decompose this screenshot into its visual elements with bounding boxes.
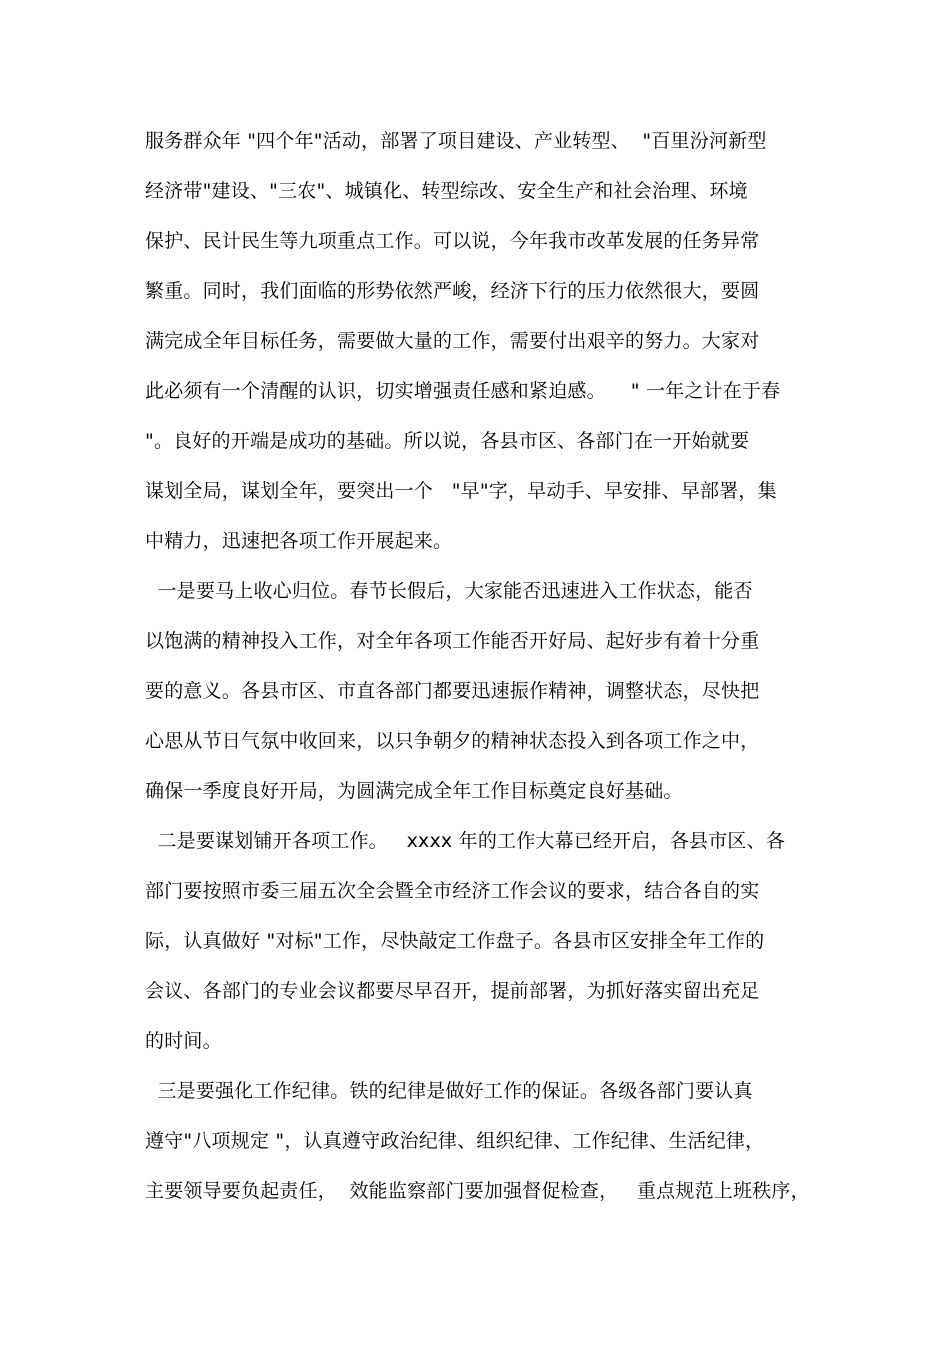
text-line-3: 保护、民计民生等九项重点工作。可以说，今年我市改革发展的任务异常 <box>145 230 760 252</box>
text-line-20: 三是要强化工作纪律。铁的纪律是做好工作的保证。各级各部门要认真 <box>145 1080 753 1102</box>
text-line-21: 遵守"八项规定 "，认真遵守政治纪律、组织纪律、工作纪律、生活纪律， <box>145 1130 765 1152</box>
text-line-13: 心思从节日气氛中收回来，以只争朝夕的精神状态投入到各项工作之中， <box>145 730 760 752</box>
text-line-8: 谋划全局，谋划全年，要突出一个 "早"字，早动手、早安排、早部署，集 <box>145 480 777 502</box>
text-line-1: 服务群众年 "四个年"活动，部署了项目建设、产业转型、 "百里汾河新型 <box>145 130 767 152</box>
text-line-17: 际，认真做好 "对标"工作，尽快敲定工作盘子。各县市区安排全年工作的 <box>145 930 765 952</box>
text-line-11: 以饱满的精神投入工作，对全年各项工作能否开好局、起好步有着十分重 <box>145 630 760 652</box>
text-line-22: 主要领导要负起责任， 效能监察部门要加强督促检查， 重点规范上班秩序， <box>145 1180 810 1202</box>
text-line-14: 确保一季度良好开局，为圆满完成全年工作目标奠定良好基础。 <box>145 780 683 802</box>
text-line-19: 的时间。 <box>145 1030 222 1052</box>
text-line-9: 中精力，迅速把各项工作开展起来。 <box>145 530 453 552</box>
text-line-5: 满完成全年目标任务，需要做大量的工作，需要付出艰辛的努力。大家对 <box>145 330 760 352</box>
text-line-2: 经济带"建设、"三农"、城镇化、转型综改、安全生产和社会治理、环境 <box>145 180 748 202</box>
text-line-6: 此必须有一个清醒的认识，切实增强责任感和紧迫感。 " 一年之计在于春 <box>145 380 781 402</box>
text-line-18: 会议、各部门的专业会议都要尽早召开，提前部署，为抓好落实留出充足 <box>145 980 760 1002</box>
text-line-12: 要的意义。各县市区、市直各部门都要迅速振作精神，调整状态，尽快把 <box>145 680 760 702</box>
text-line-10: 一是要马上收心归位。春节长假后，大家能否迅速进入工作状态，能否 <box>145 580 753 602</box>
text-line-4: 繁重。同时，我们面临的形势依然严峻，经济下行的压力依然很大，要圆 <box>145 280 760 302</box>
text-line-15: 二是要谋划铺开各项工作。 xxxx 年的工作大幕已经开启，各县市区、各 <box>145 830 786 852</box>
text-line-16: 部门要按照市委三届五次全会暨全市经济工作会议的要求，结合各自的实 <box>145 880 760 902</box>
text-line-7: "。良好的开端是成功的基础。所以说，各县市区、各部门在一开始就要 <box>145 430 750 452</box>
